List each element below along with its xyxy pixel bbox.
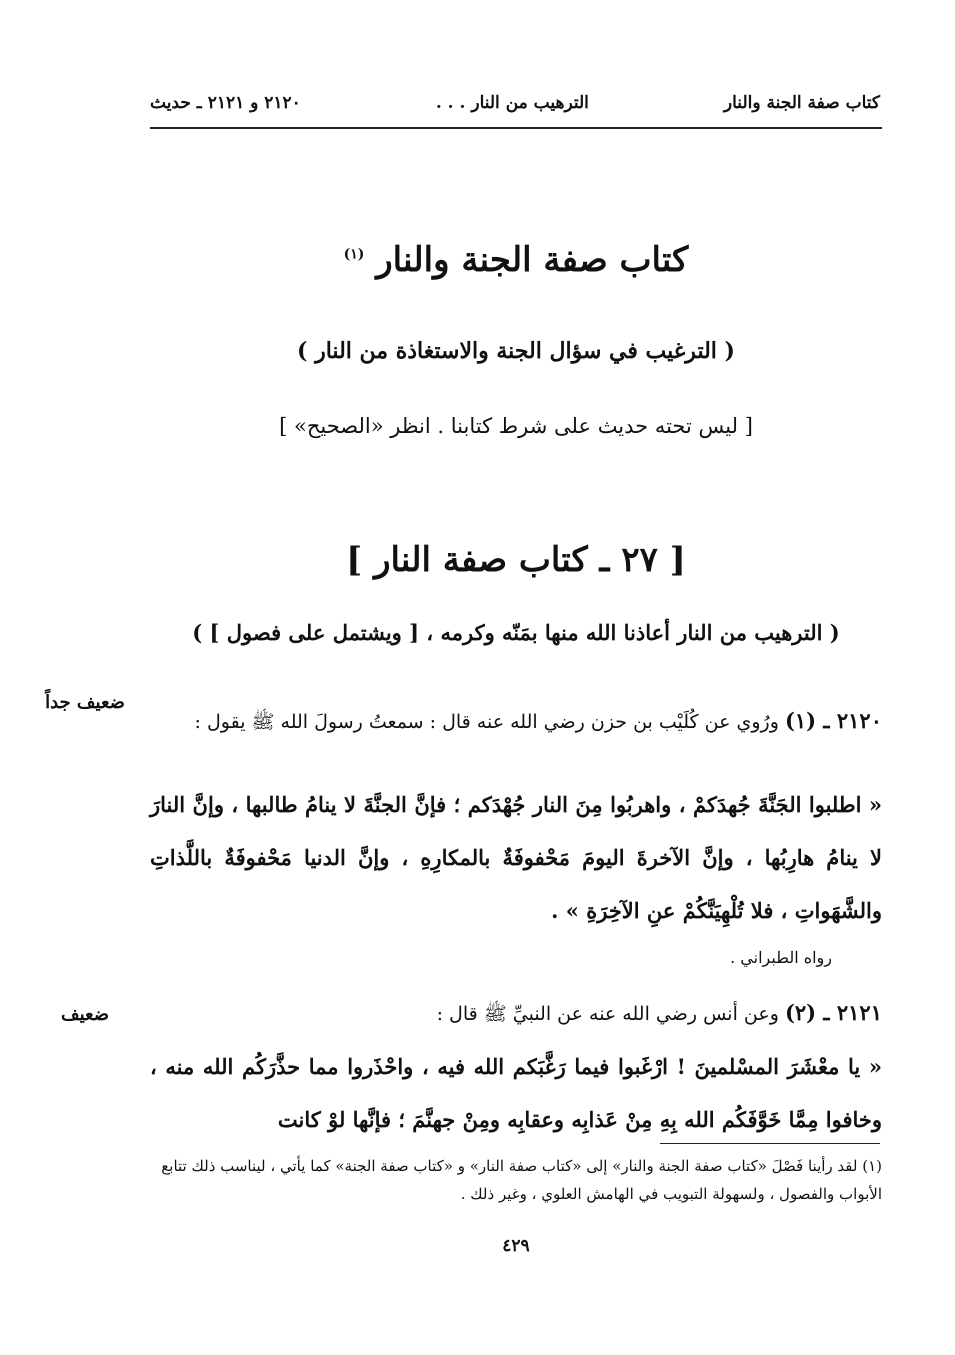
header-divider xyxy=(150,127,882,129)
hadith-head xyxy=(150,698,882,745)
chapter-note: [ ليس تحته حديث على شرط كتابنا . انظر «الصحيح» ] xyxy=(279,414,753,438)
hadith-grade: ضعيف جداً xyxy=(45,692,125,713)
running-header-chapter: الترهيب من النار . . . xyxy=(435,93,589,113)
book-title-block xyxy=(150,240,882,280)
hadith-number: ٢١٢١ ـ (٢) xyxy=(784,1000,882,1025)
section-subtitle: ( الترهيب من النار أعاذنا الله منها بمَنّه وكرمه ، [ ويشتمل على فصول ] ) xyxy=(192,620,840,645)
running-header-book: كتاب صفة الجنة والنار xyxy=(723,93,880,113)
hadith-matn: « اطلبوا الجَنَّةَ جُهدَكمْ ، واهربُوا مِنَ النار جُهْدَكم ؛ فإنَّ الجنَّةَ لا ينامُ طالبها ، وإنَّ النارَ لا ينامُ هارِبُها ، وإنَّ الآخرةَ اليومَ مَحْفوفَةٌ بالمكارِهِ ، وإنَّ الدنيا مَحْفوفَةٌ باللَّذاتِ والشَّهَواتِ ، فلا تُلْهِيَنَّكُمْ عنِ الآخِرَةِ » . xyxy=(150,792,882,923)
footnote: (١) لقد رأينا فَصْلَ «كتاب صفة الجنة والنار» إلى «كتاب صفة النار» و «كتاب صفة الجنة» كما يأتي ، ليناسب ذلك تتابع الأبواب والفصول ، ولسهولة التبويب في الهامش العلوي ، وغير ذلك . xyxy=(161,1157,882,1203)
hadith-number: ٢١٢٠ ـ (١) xyxy=(784,708,882,733)
running-header-hadith-range: ٢١٢٠ و ٢١٢١ ـ حديث xyxy=(150,93,301,113)
hadith-head xyxy=(150,1000,882,1030)
footnote-divider xyxy=(660,1143,880,1144)
hadith-isnad: وعن أنس رضي الله عنه عن النبيِّ ﷺ قال : xyxy=(436,1003,779,1025)
running-header xyxy=(150,88,880,118)
hadith-source: رواه الطبراني . xyxy=(730,948,832,967)
footnotes xyxy=(150,1152,882,1208)
footnote-ref: (١) xyxy=(343,246,365,263)
hadith-isnad: ورُوي عن كُلَيْب بن حزن رضي الله عنه قال : سمعتُ رسولَ الله ﷺ يقول : xyxy=(194,711,779,733)
hadith-grade: ضعيف xyxy=(60,1004,110,1025)
page-number: ٤٢٩ xyxy=(502,1236,530,1256)
hadith-matn: « يا معْشَرَ المسْلمينَ ! ارْغَبوا فيما رَغَّبَكم الله فيه ، واحْذَروا مما حذَّرَكُم الله منه ، وخافوا مِمَّا خَوَّفَكُم الله بِهِ مِنْ عَذابِه وعقابِه ومِنْ جهنَّمَ ؛ فإنَّها لوْ كانت xyxy=(150,1054,882,1132)
chapter-subtitle: ( الترغيب في سؤال الجنة والاستغاذة من النار ) xyxy=(297,338,735,364)
section-title: [ ٢٧ ـ كتاب صفة النار ] xyxy=(346,540,686,580)
book-title: كتاب صفة الجنة والنار xyxy=(376,240,689,280)
